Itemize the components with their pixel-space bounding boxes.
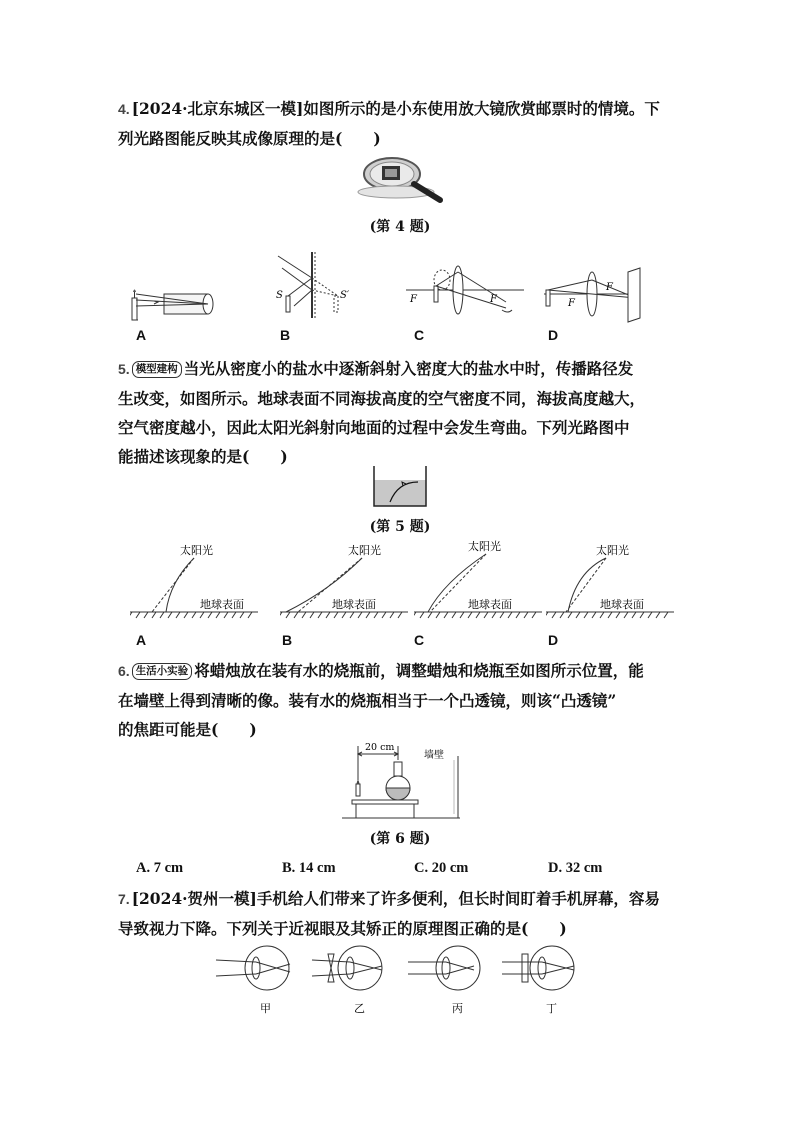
eye-diagrams (212, 940, 592, 1020)
q4-diagram-c (406, 262, 526, 324)
q4-option-d[interactable]: D (548, 327, 559, 343)
question-5-line2: 生改变，如图所示。地球表面不同海拔高度的空气密度不同，海拔高度越大， (118, 389, 646, 408)
figure-6-caption: (第 6 题) (369, 831, 431, 847)
eye-label-jia: 甲 (260, 1002, 271, 1015)
question-5-line1: 当光从密度小的盐水中逐渐斜射入密度大的盐水中时，传播路径发 (183, 359, 634, 378)
q4-diagram-b (272, 248, 354, 326)
eye-label-yi: 乙 (354, 1002, 365, 1015)
question-5-line4: 能描述该现象的是( ) (118, 447, 288, 466)
label-s: S (276, 290, 283, 301)
question-6-line2: 在墙壁上得到清晰的像。装有水的烧瓶相当于一个凸透镜，则该“凸透镜” (118, 691, 617, 710)
life-experiment-tag: 生活小实验 (132, 663, 193, 680)
label-f-left: F (568, 298, 575, 309)
question-7-line1: [2024·贺州一模]手机给人们带来了许多便利，但长时间盯着手机屏幕，容易 (131, 889, 660, 908)
q5-diagram-a (130, 542, 260, 622)
question-number: 7. (118, 891, 130, 907)
q4-option-a[interactable]: A (136, 327, 147, 343)
eye-label-bing: 丙 (452, 1002, 463, 1015)
eye-diagram-bing (408, 946, 480, 1015)
question-number: 5. (118, 361, 130, 377)
eye-diagram-ding (502, 946, 574, 1015)
q4-option-b[interactable]: B (280, 327, 291, 343)
q5-option-d[interactable]: D (548, 632, 559, 648)
ground-label: 地球表面 (468, 598, 512, 611)
question-number: 4. (118, 101, 130, 117)
q5-option-c[interactable]: C (414, 632, 425, 648)
q4-option-c[interactable]: C (414, 327, 425, 343)
q5-diagram-c (414, 538, 544, 622)
ground-label: 地球表面 (200, 598, 244, 611)
salt-water-beaker-figure (368, 462, 432, 510)
eye-diagram-yi (312, 946, 382, 1015)
sun-label: 太阳光 (348, 544, 381, 557)
q6-choice-a[interactable]: A. 7 cm (136, 860, 184, 876)
q5-option-b[interactable]: B (282, 632, 293, 648)
ground-label: 地球表面 (332, 598, 376, 611)
eye-label-ding: 丁 (546, 1002, 557, 1015)
label-f-right: F (606, 282, 613, 293)
label-s-prime: S′ (340, 290, 350, 301)
question-5-line3: 空气密度越小，因此太阳光斜射向地面的过程中会发生弯曲。下列光路图中 (118, 418, 630, 437)
figure-5-caption: (第 5 题) (369, 519, 431, 535)
sun-label: 太阳光 (468, 540, 501, 553)
sun-label: 太阳光 (596, 544, 629, 557)
question-4-line2: 列光路图能反映其成像原理的是( ) (118, 129, 381, 148)
sun-label: 太阳光 (180, 544, 213, 557)
ground-label: 地球表面 (600, 598, 644, 611)
question-5-text (118, 354, 678, 471)
wall-label: 墙壁 (424, 750, 444, 761)
q5-diagram-d (546, 542, 676, 622)
q4-diagram-a (128, 280, 223, 324)
question-4-line1: [2024·北京东城区一模]如图所示的是小东使用放大镜欣赏邮票时的情境。下 (131, 99, 660, 118)
candle-flask-wall-figure (342, 740, 472, 822)
q6-choice-c[interactable]: C. 20 cm (414, 860, 469, 876)
q4-diagram-d (540, 262, 650, 324)
q5-option-a[interactable]: A (136, 632, 147, 648)
q5-diagram-b (280, 542, 410, 622)
magnifier-stamp-photo (352, 152, 448, 206)
model-building-tag: 模型建构 (132, 361, 182, 378)
figure-4-caption: (第 4 题) (369, 219, 431, 235)
question-6-line3: 的焦距可能是( ) (118, 720, 257, 739)
question-6-text (118, 656, 678, 744)
q6-choice-b[interactable]: B. 14 cm (282, 860, 336, 876)
question-4-text (118, 94, 678, 153)
question-7-text (118, 884, 678, 943)
distance-label: 20 cm (365, 742, 395, 753)
eye-diagram-jia (216, 946, 290, 1015)
q6-choice-d[interactable]: D. 32 cm (548, 860, 603, 876)
question-6-line1: 将蜡烛放在装有水的烧瓶前，调整蜡烛和烧瓶至如图所示位置，能 (194, 661, 644, 680)
question-7-line2: 导致视力下降。下列关于近视眼及其矫正的原理图正确的是( ) (118, 919, 567, 938)
label-f-right: F (490, 294, 497, 305)
label-f-left: F (410, 294, 417, 305)
question-number: 6. (118, 663, 130, 679)
